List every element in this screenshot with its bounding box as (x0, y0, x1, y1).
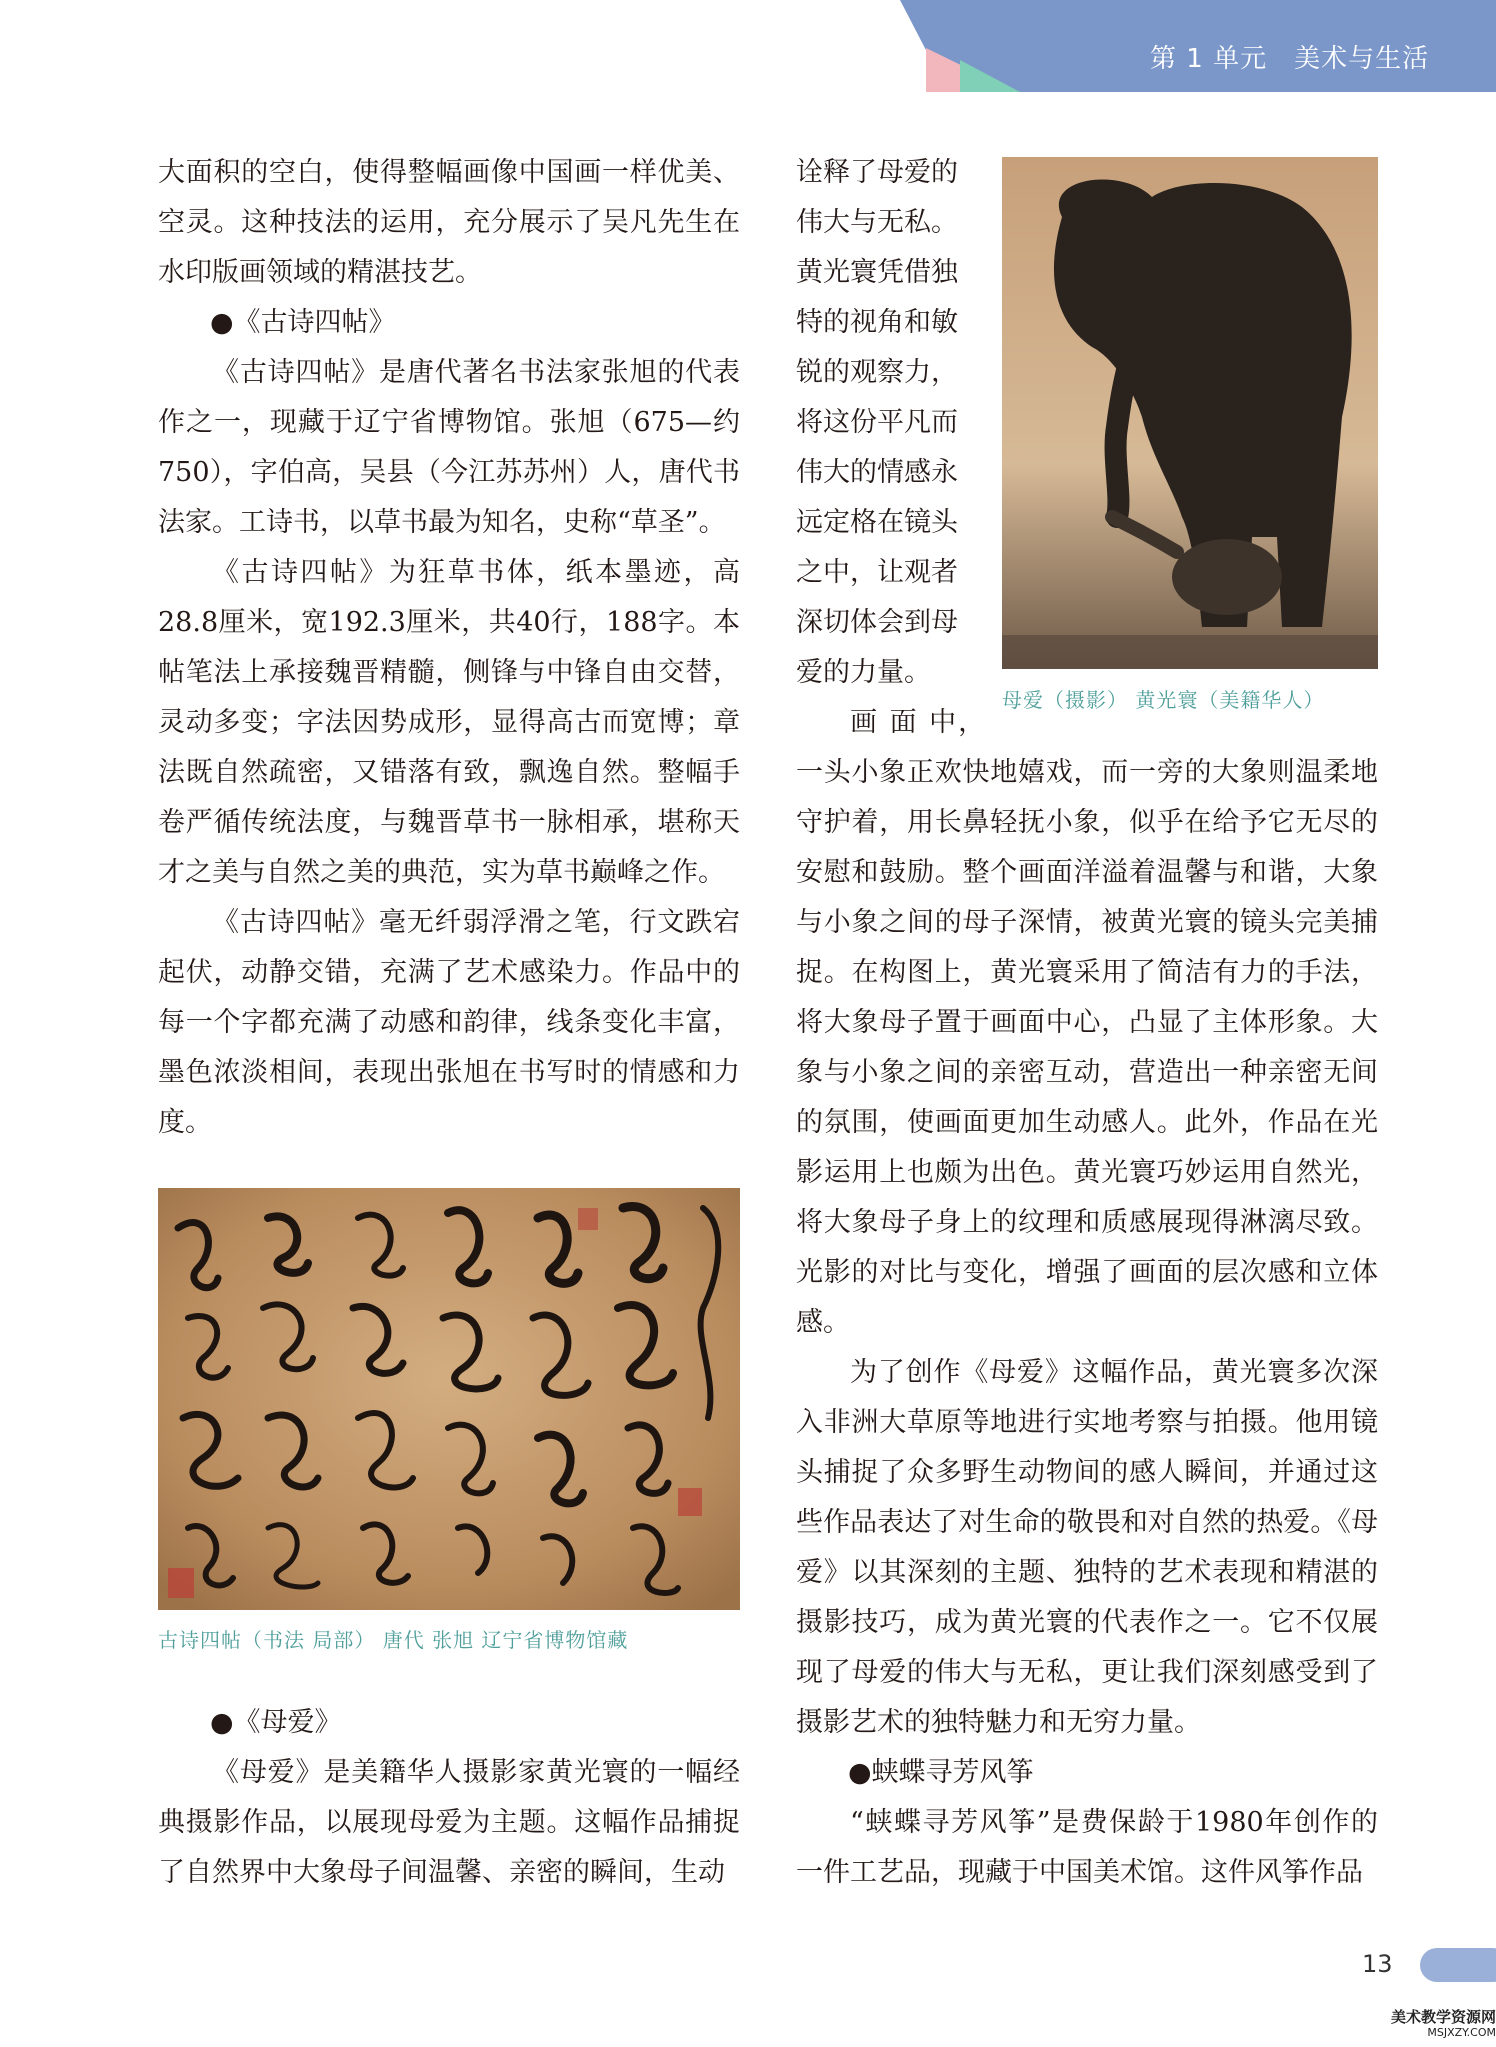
elephant-photo (1002, 157, 1378, 669)
site-watermark (1372, 2008, 1496, 2040)
paragraph-creation: 为了创作《母爱》这幅作品，黄光寰多次深入非洲大草原等地进行实地考察与拍摄。他用镜头捕捉了众多野生动物间的感人瞬间，并通过这些作品表达了对生命的敬畏和对自然的热爱。《母爱》以其深刻的主题、独特的艺术表现和精湛的摄影技巧，成为黄光寰的代表作之一。它不仅展现了母爱的伟大与无私，更让我们深刻感受到了摄影艺术的独特魅力和无穷力量。 (796, 1357, 1378, 1738)
unit-title: 第 1 单元 美术与生活 (1150, 44, 1430, 74)
page-number: 13 (1362, 1950, 1393, 1978)
calligraphy-image (158, 1188, 740, 1610)
paragraph-scene-start: 画 面 中， (850, 707, 988, 738)
paragraph-scene: 一头小象正欢快地嬉戏，而一旁的大象则温柔地守护着，用长鼻轻抚小象，似乎在给予它无尽的安慰和鼓励。整个画面洋溢着温馨与和谐，大象与小象之间的母子深情，被黄光寰的镜头完美捕捉。在构图上，黄光寰采用了简洁有力的手法，将大象母子置于画面中心，凸显了主体形象。大象与小象之间的亲密互动，营造出一种亲密无间的氛围，使画面更加生动感人。此外，作品在光影运用上也颇为出色。黄光寰巧妙运用自然光，将大象母子身上的纹理和质感展现得淋漓尽致。光影的对比与变化，增强了画面的层次感和立体感。 (796, 757, 1378, 1338)
paragraph-intro: 大面积的空白，使得整幅画像中国画一样优美、空灵。这种技法的运用，充分展示了吴凡先生在水印版画领域的精湛技艺。 (158, 157, 740, 288)
paragraph-kite: “蛱蝶寻芳风筝”是费保龄于1980年创作的一件工艺品，现藏于中国美术馆。这件风筝作品 (796, 1807, 1378, 1888)
heading-kite: ●蛱蝶寻芳风筝 (848, 1757, 1034, 1788)
calligraphy-caption: 古诗四帖（书法 局部） 唐代 张旭 辽宁省博物馆藏 (158, 1628, 629, 1652)
photo-caption: 母爱（摄影） 黄光寰（美籍华人） (1002, 688, 1325, 712)
paragraph-muai-1: 《母爱》是美籍华人摄影家黄光寰的一幅经典摄影作品，以展现母爱为主题。这幅作品捕捉了自然界中大象母子间温馨、亲密的瞬间，生动 (158, 1757, 740, 1888)
paragraph-gushi-1: 《古诗四帖》是唐代著名书法家张旭的代表作之一，现藏于辽宁省博物馆。张旭（675—约750），字伯高，吴县（今江苏苏州）人，唐代书法家。工诗书，以草书最为知名，史称“草圣”。 (158, 357, 740, 538)
watermark-url: MSJXZY.COM (1427, 2026, 1496, 2039)
heading-gushi-sitie: ●《古诗四帖》 (210, 307, 396, 338)
page-number-tab (1420, 1948, 1496, 1982)
paragraph-gushi-3: 《古诗四帖》毫无纤弱浮滑之笔，行文跌宕起伏，动静交错，充满了艺术感染力。作品中的每一个字都充满了动感和韵律，线条变化丰富，墨色浓淡相间，表现出张旭在书写时的情感和力度。 (158, 907, 740, 1138)
paragraph-gushi-2: 《古诗四帖》为狂草书体，纸本墨迹，高28.8厘米，宽192.3厘米，共40行，188字。本帖笔法上承接魏晋精髓，侧锋与中锋自由交替，灵动多变；字法因势成形，显得高古而宽博；章法既自然疏密，又错落有致，飘逸自然。整幅手卷严循传统法度，与魏晋草书一脉相承，堪称天才之美与自然之美的典范，实为草书巅峰之作。 (158, 557, 740, 888)
watermark-title: 美术教学资源网 (1390, 2008, 1496, 2026)
heading-muai: ●《母爱》 (210, 1707, 342, 1738)
paragraph-muai-narrow: 诠释了母爱的伟大与无私。黄光寰凭借独特的视角和敏锐的观察力，将这份平凡而伟大的情感永远定格在镜头之中，让观者深切体会到母爱的力量。 (796, 157, 958, 688)
